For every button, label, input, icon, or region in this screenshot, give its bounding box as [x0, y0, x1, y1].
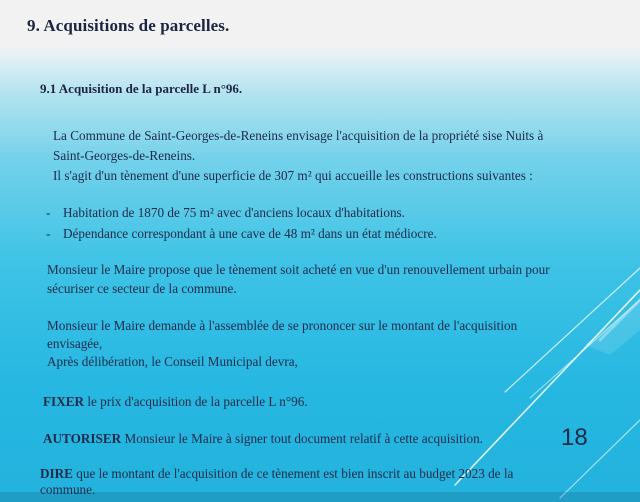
paragraph3-line1: Monsieur le Maire demande à l'assemblée de se prononcer sur le montant de l'acquisition [47, 318, 518, 333]
page-number: 18 [561, 424, 588, 451]
dire-keyword: DIRE [40, 466, 73, 481]
dire-text-line1: que le montant de l'acquisition de ce tènement est bien inscrit au budget 2023 de la [72, 466, 514, 481]
dire-line2: commune. [40, 482, 96, 497]
fixer-keyword: FIXER [43, 394, 85, 409]
bottom-shadow-band [0, 492, 640, 502]
bullet-text: Habitation de 1870 de 75 m² avec d'anciens locaux d'habitations. [63, 205, 405, 220]
bullet-item [46, 205, 405, 221]
slide-title: 9. Acquisitions de parcelles. [27, 16, 230, 35]
autoriser-text: Monsieur le Maire à signer tout document relatif à cette acquisition. [121, 431, 483, 446]
fixer-line [43, 394, 308, 410]
paragraph2-line1: Monsieur le Maire propose que le tènement soit acheté en vue d'un renouvellement urbain pour [47, 262, 550, 277]
paragraph3-line2: envisagée, [47, 336, 103, 351]
autoriser-line [43, 431, 483, 447]
paragraph1-line2: Saint-Georges-de-Reneins. [53, 148, 196, 163]
paragraph2-line2: sécuriser ce secteur de la commune. [47, 281, 237, 296]
bullet-dash: - [46, 226, 51, 241]
paragraph1-line1: La Commune de Saint-Georges-de-Reneins envisage l'acquisition de la propriété sise Nuits à [53, 128, 544, 143]
bullet-text: Dépendance correspondant à une cave de 48 m² dans un état médiocre. [63, 226, 437, 241]
bullet-item [46, 226, 437, 242]
autoriser-keyword: AUTORISER [43, 431, 122, 446]
bullet-dash: - [46, 205, 51, 220]
dire-line [40, 466, 513, 482]
paragraph1-line3: Il s'agit d'un tènement d'une superficie de 307 m² qui accueille les constructions suivantes : [53, 168, 533, 183]
paragraph3-line3: Après délibération, le Conseil Municipal devra, [47, 354, 298, 369]
section-subtitle: 9.1 Acquisition de la parcelle L n°96. [40, 81, 243, 96]
fixer-text: le prix d'acquisition de la parcelle L n°96. [84, 394, 308, 409]
